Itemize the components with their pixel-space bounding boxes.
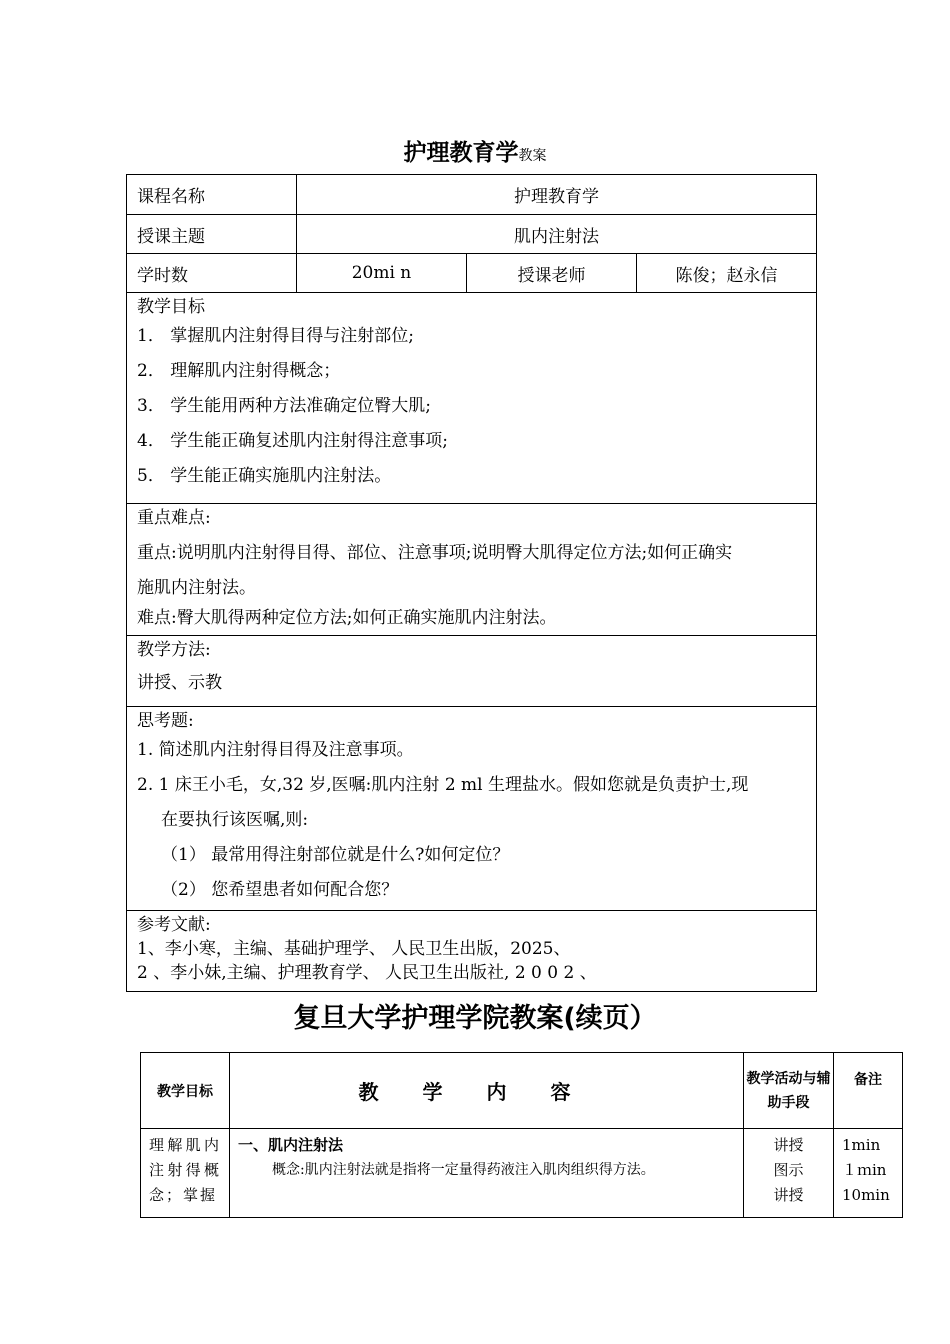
objectives-row <box>127 293 817 504</box>
objective-3: 3． 学生能用两种方法准确定位臀大肌; <box>137 396 431 416</box>
header-note: 备注 <box>834 1053 903 1129</box>
course-value: 护理教育学 <box>297 175 817 215</box>
objectives-heading: 教学目标 <box>137 297 205 317</box>
row-goal: 理解肌内注射得概念；掌握 <box>149 1136 221 1204</box>
question-2-sub-1: （1） 最常用得注射部位就是什么?如何定位？ <box>161 845 510 865</box>
key-points-row <box>127 504 817 636</box>
methods-row <box>127 636 817 707</box>
key-points-line-1: 重点:说明肌内注射得目得、部位、注意事项;说明臀大肌得定位方法;如何正确实 <box>137 543 733 563</box>
row-note-cell <box>834 1129 903 1218</box>
note-1: 1min <box>842 1136 881 1154</box>
methods-block <box>127 636 817 707</box>
header-content: 教学内容 <box>230 1053 744 1129</box>
activity-2: 图示 <box>773 1161 804 1179</box>
title-suffix: 教案 <box>518 148 547 164</box>
question-1: 1. 简述肌内注射得目得及注意事项。 <box>137 740 414 760</box>
teacher-value: 陈俊；赵永信 <box>637 254 817 293</box>
row-activity-cell <box>744 1129 834 1218</box>
title-main: 护理教育学 <box>403 140 519 166</box>
references-row <box>127 911 817 992</box>
difficult-points: 难点:臀大肌得两种定位方法;如何正确实施肌内注射法。 <box>137 608 557 628</box>
header-goal: 教学目标 <box>141 1053 230 1129</box>
document-title <box>0 134 950 167</box>
references-heading: 参考文献: <box>137 915 211 935</box>
hours-row <box>127 254 817 293</box>
objective-4: 4． 学生能正确复述肌内注射得注意事项; <box>137 431 448 451</box>
hours-label: 学时数 <box>127 254 297 293</box>
questions-heading: 思考题: <box>137 711 194 731</box>
topic-row <box>127 215 817 254</box>
continuation-title: 复旦大学护理学院教案(续页） <box>293 1003 657 1034</box>
header-activity: 教学活动与辅助手段 <box>744 1053 834 1129</box>
topic-value: 肌内注射法 <box>297 215 817 254</box>
methods-value: 讲授、示教 <box>137 673 222 693</box>
topic-label: 授课主题 <box>127 215 297 254</box>
activity-1: 讲授 <box>773 1136 804 1154</box>
continuation-row <box>141 1129 903 1218</box>
objective-2: 2． 理解肌内注射得概念； <box>137 361 341 381</box>
objective-1: 1． 掌握肌内注射得目得与注射部位; <box>137 326 414 346</box>
questions-block <box>127 707 817 911</box>
continuation-header-row <box>141 1053 903 1129</box>
concept-text: 概念:肌内注射法就是指将一定量得药液注入肌肉组织得方法。 <box>272 1162 655 1178</box>
reference-1: 1、李小寒，主编、基础护理学、 人民卫生出版，2025、 <box>137 939 571 959</box>
section-heading: 一、肌内注射法 <box>238 1136 344 1154</box>
questions-row <box>127 707 817 911</box>
question-2-sub-2: （2） 您希望患者如何配合您？ <box>161 880 399 900</box>
references-block <box>127 911 817 992</box>
methods-heading: 教学方法: <box>137 640 211 660</box>
key-points-heading: 重点难点: <box>137 508 211 528</box>
note-2: １ｍin <box>842 1161 887 1179</box>
question-2-line-2: 在要执行该医嘱,则: <box>161 810 309 830</box>
question-2-line-1: 2. 1 床王小毛，女,32 岁,医嘱:肌内注射 2 ml 生理盐水。假如您就是负责护士,现 <box>137 775 749 795</box>
row-content-cell <box>230 1129 744 1218</box>
teacher-label: 授课老师 <box>467 254 637 293</box>
course-row <box>127 175 817 215</box>
key-points-block <box>127 504 817 636</box>
row-goal-cell <box>141 1129 230 1218</box>
objectives-block <box>127 293 817 504</box>
lesson-plan-table <box>126 174 817 992</box>
continuation-table <box>140 1052 903 1218</box>
course-label: 课程名称 <box>127 175 297 215</box>
hours-value: 20mi n <box>297 254 467 293</box>
note-3: 10min <box>842 1186 890 1204</box>
objective-5: 5． 学生能正确实施肌内注射法。 <box>137 466 392 486</box>
reference-2: 2 、李小妹,主编、护理教育学、 人民卫生出版社, 2 0 0 2 、 <box>137 963 597 983</box>
activity-3: 讲授 <box>773 1186 804 1204</box>
key-points-line-2: 施肌内注射法。 <box>137 578 256 598</box>
